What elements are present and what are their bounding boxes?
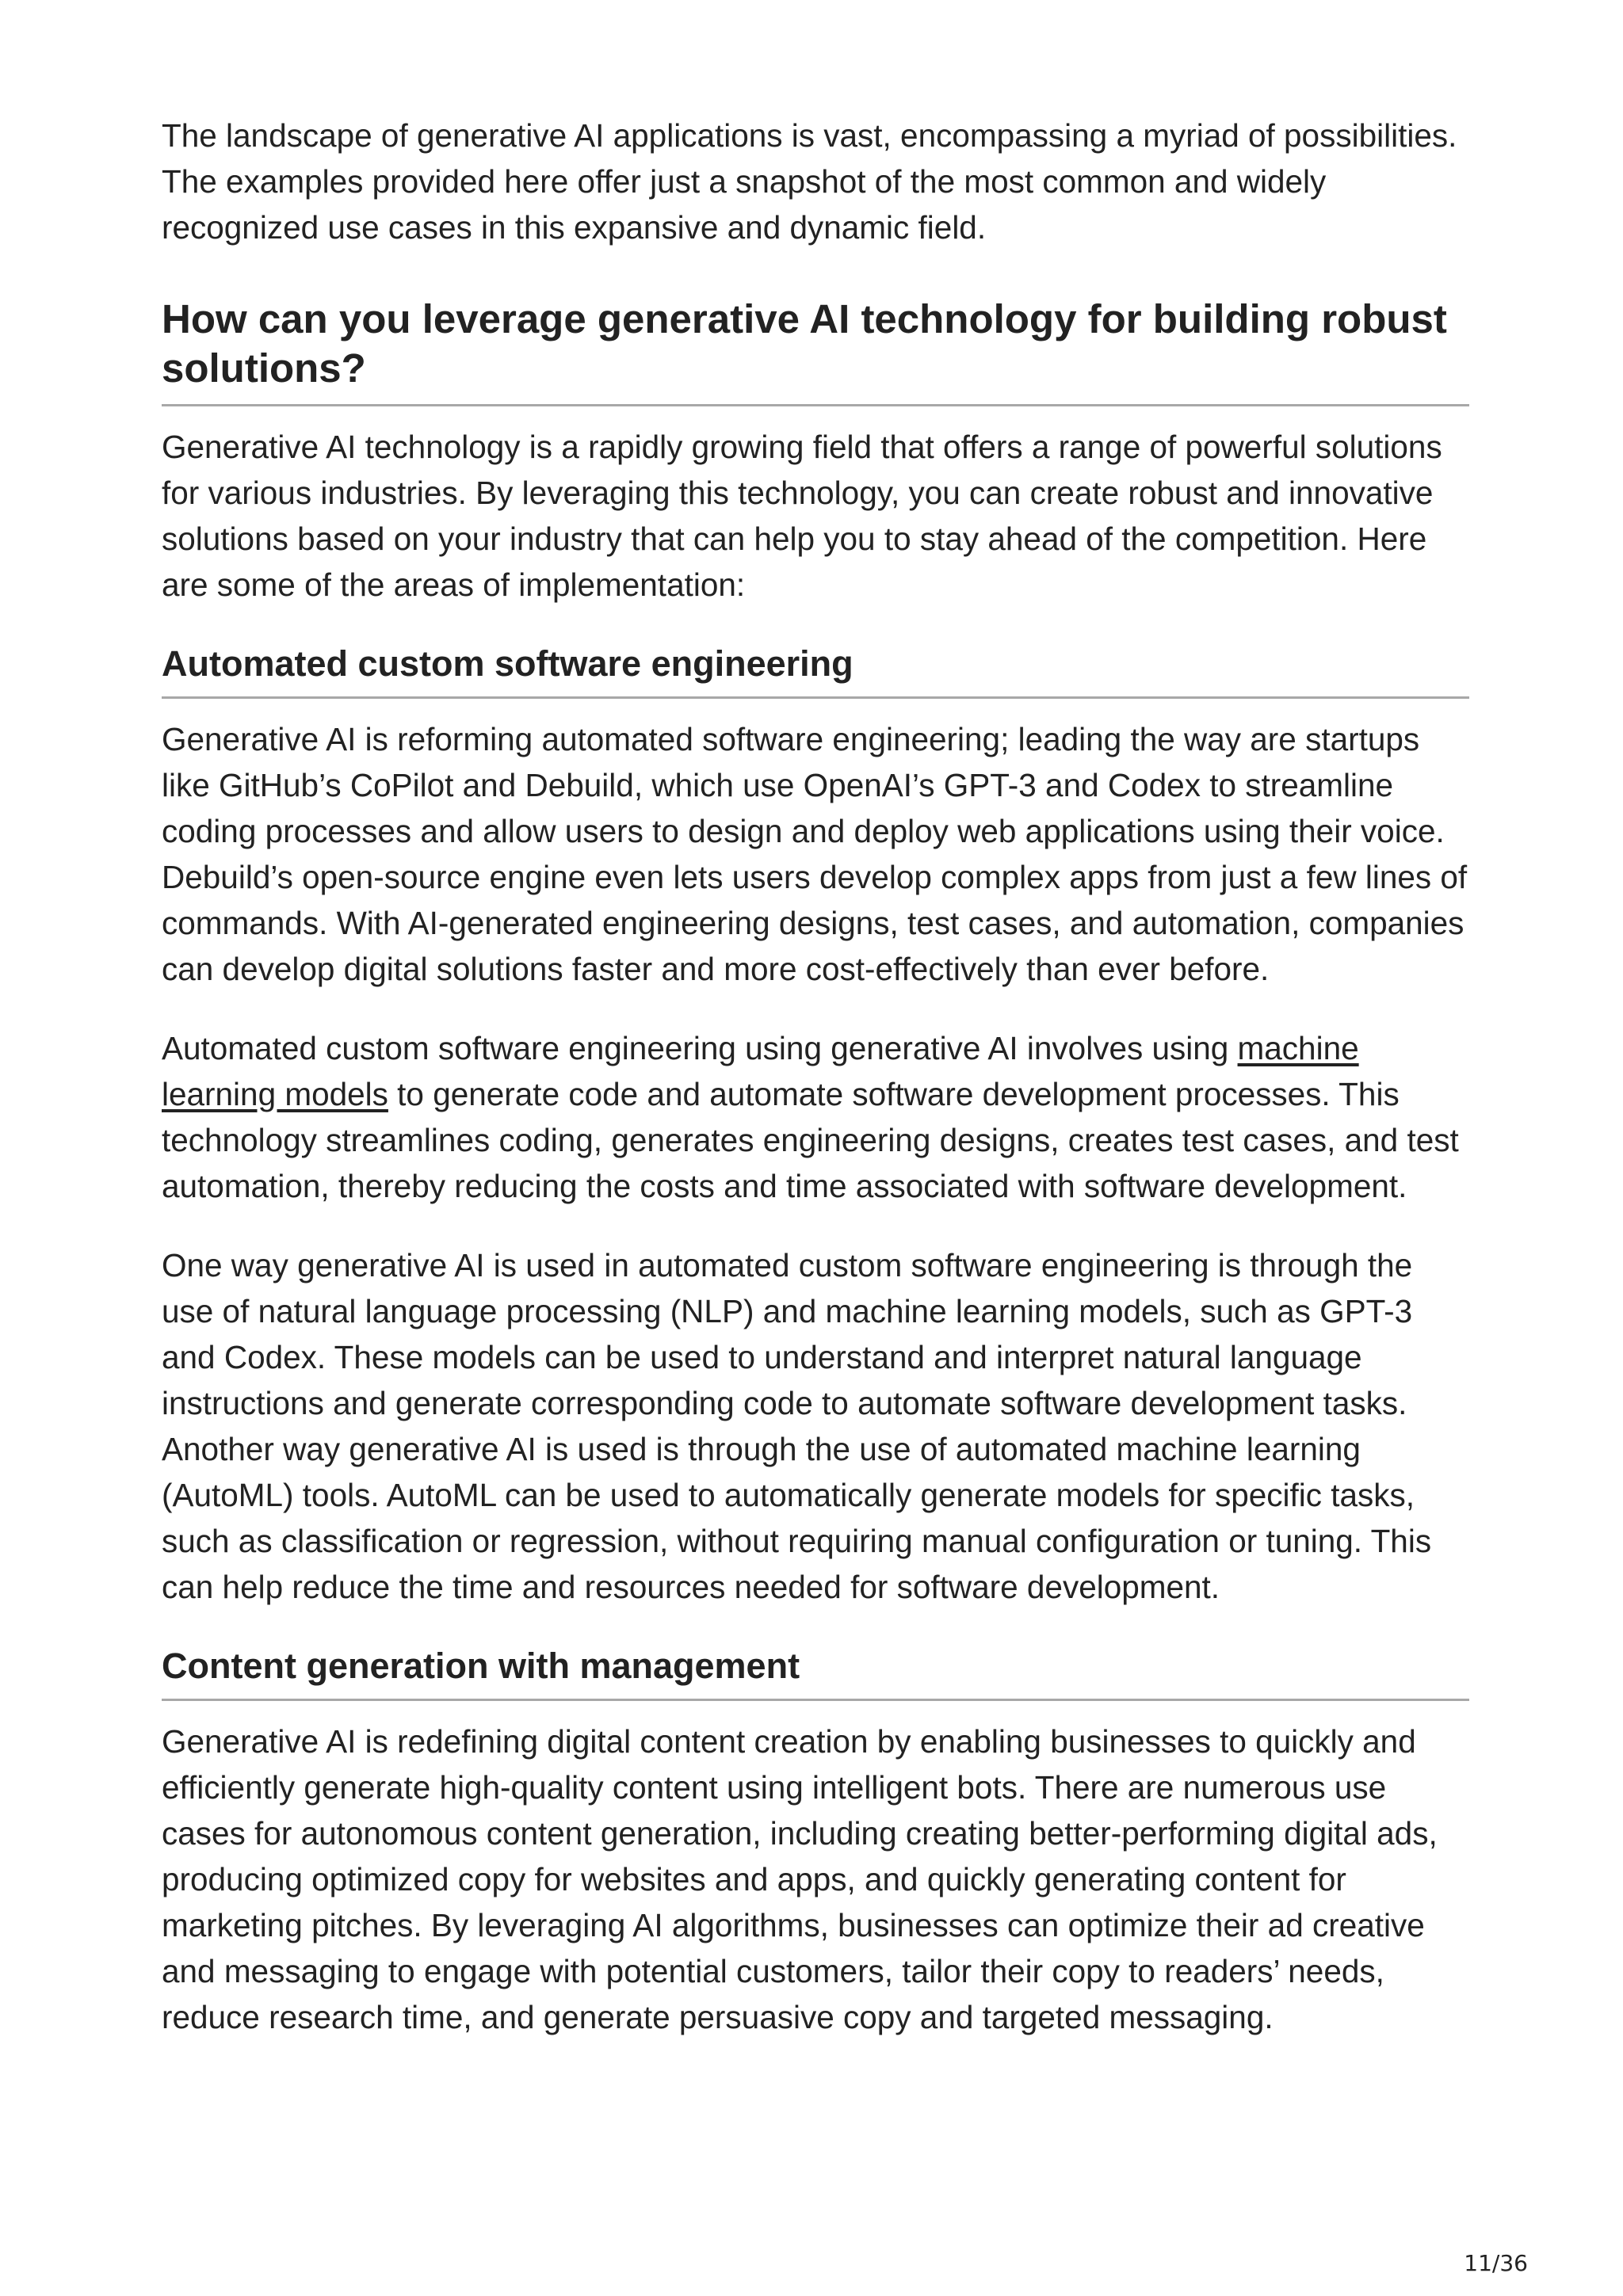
automated-paragraph-2-before: Automated custom software engineering using generative AI involves using <box>162 1030 1238 1066</box>
automated-paragraph-2 <box>162 1025 1469 1209</box>
content-generation-paragraph: Generative AI is redefining digital content creation by enabling businesses to quickly and efficiently generate high-quality content using intelligent bots. There are numerous use cases for autonomous content generation, including creating better-performing digital ads, producing optimized copy for websites and apps, and quickly generating content for marketing pitches. By leveraging AI algorithms, businesses can optimize their ad creative and messaging to engage with potential customers, tailor their copy to readers’ needs, reduce research time, and generate persuasive copy and targeted messaging. <box>162 1723 1438 2035</box>
section-intro-paragraph: Generative AI technology is a rapidly growing field that offers a range of powerful solutions for various industries. By leveraging this technology, you can create robust and innovative solutions based on your industry that can help you to stay ahead of the competition. Here are some of the areas of implementation: <box>162 429 1442 603</box>
page-number: 11/36 <box>1464 2250 1528 2276</box>
article-content <box>162 113 1469 2040</box>
automated-paragraph-3: One way generative AI is used in automated custom software engineering is through the use of natural language processing (NLP) and machine learning models, such as GPT-3 and Codex. These models can be used to understand and interpret natural language instructions and generate corresponding code to automate software development tasks. Another way generative AI is used is through the use of automated machine learning (AutoML) tools. AutoML can be used to automatically generate models for specific tasks, such as classification or regression, without requiring manual configuration or tuning. This can help reduce the time and resources needed for software development. <box>162 1247 1432 1605</box>
automated-paragraph-1: Generative AI is reforming automated software engineering; leading the way are startups like GitHub’s CoPilot and Debuild, which use OpenAI’s GPT-3 and Codex to streamline coding processes and allow users to design and deploy web applications using their voice. Debuild’s open-source engine even lets users develop complex apps from just a few lines of commands. With AI-generated engineering designs, test cases, and automation, companies can develop digital solutions faster and more cost-effectively than ever before. <box>162 721 1468 987</box>
machine-learning-models-link[interactable]: machine learning models <box>162 1030 1359 1112</box>
subheading-content-generation: Content generation with management <box>162 1643 1469 1701</box>
automated-paragraph-2-after: to generate code and automate software development processes. This technology streamlines coding, generates engineering designs, creates test cases, and test automation, thereby reducing the costs and time associated with software development. <box>162 1076 1459 1204</box>
intro-paragraph: The landscape of generative AI applications is vast, encompassing a myriad of possibilities. The examples provided here offer just a snapshot of the most common and widely recognized use cases in this expansive and dynamic field. <box>162 117 1457 246</box>
section-heading-leverage: How can you leverage generative AI technology for building robust solutions? <box>162 295 1469 406</box>
subheading-automated-software-engineering: Automated custom software engineering <box>162 641 1469 699</box>
